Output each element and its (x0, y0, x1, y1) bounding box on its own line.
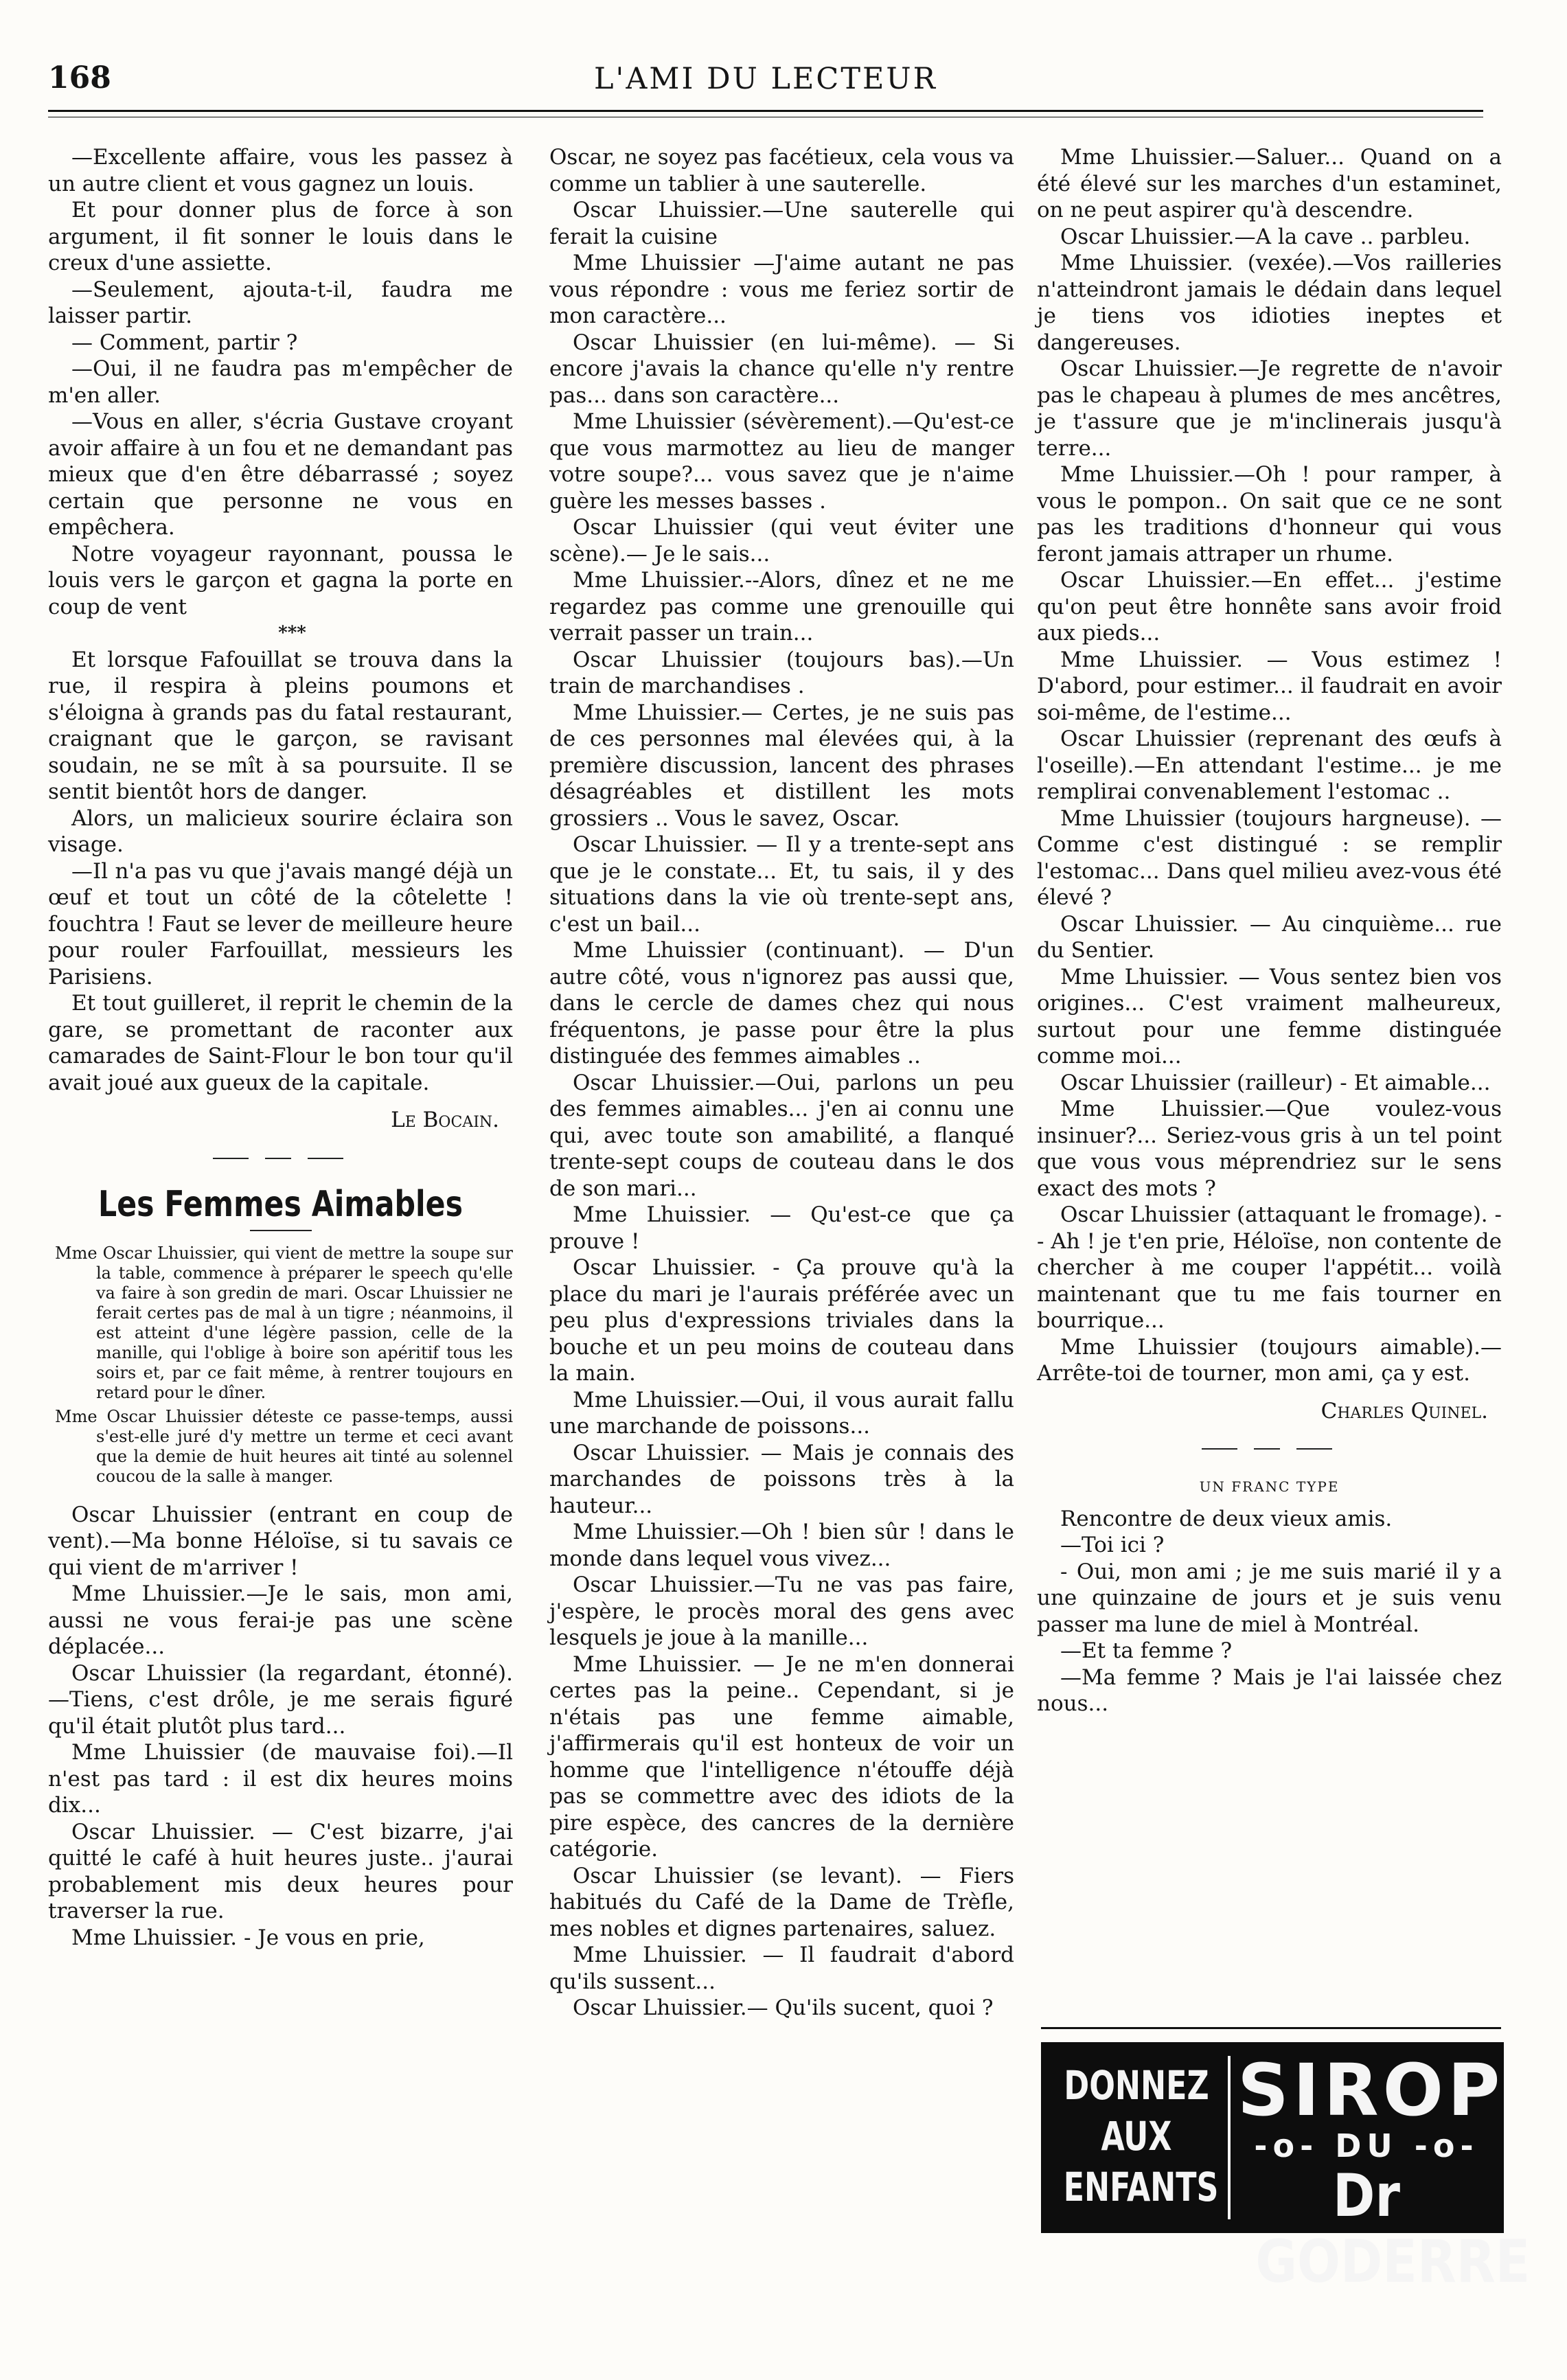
dialogue-line: Mme Lhuissier (sévèrement).—Qu'est-ce que vous marmottez au lieu de manger votre soupe?... vous savez que je n'aime guère les messes basses . (549, 409, 1014, 514)
dialogue-line: Mme Lhuissier.— Certes, je ne suis pas de ces personnes mal élevées qui, à la première discussion, lancent des phrases désagréables et distillent les mots grossiers .. Vous le savez, Oscar. (549, 700, 1014, 831)
dialogue-line: Mme Lhuissier.—Que voulez-vous insinuer?... Seriez-vous gris à un tel point que vous vous méprendriez sur le sens exact des mots ? (1037, 1097, 1502, 1201)
anecdote-title: UN FRANC TYPE (1199, 1478, 1340, 1495)
paragraph: Et lorsque Fafouillat se trouva dans la rue, il respira à pleins poumons et s'éloigna à grands pas du fatal restaurant, craignant que le garçon, se ravisant soudain, ne se mît à sa poursuite. Il se sentit bientôt hors de danger. (48, 647, 513, 804)
paragraph: - Oui, mon ami ; je me suis marié il y a une quinzaine de jours et je suis venu passer ma lune de miel à Montréal. (1037, 1559, 1502, 1637)
dialogue-line: Oscar Lhuissier.—En effet... j'estime qu'on peut être honnête sans avoir froid aux pieds... (1037, 568, 1502, 645)
dialogue-line: Mme Lhuissier. — Vous sentez bien vos origines... C'est vraiment malheureux, surtout pour une femme distinguée comme moi... (1037, 964, 1502, 1068)
dialogue-line: Mme Lhuissier. - Je vous en prie, (71, 1925, 425, 1950)
dialogue-line: Oscar Lhuissier.—Je regrette de n'avoir pas le chapeau à plumes de mes ancêtres, je t'assure que je m'inclinerais jusqu'à terre... (1037, 356, 1502, 461)
dialogue-line: Oscar Lhuissier. — Au cinquième... rue du Sentier. (1037, 911, 1502, 963)
advert-rule (1041, 2027, 1501, 2029)
dialogue-line: Oscar Lhuissier.—Tu ne vas pas faire, j'espère, le procès moral des gens avec lesquels je joue à la manille... (549, 1572, 1014, 1650)
dialogue-line: Oscar Lhuissier. — Il y a trente-sept ans que je le constate... Et, tu sais, il y des situations dans la vie où trente-sept ans, c'est un bail... (549, 832, 1014, 937)
paragraph: Rencontre de deux vieux amis. (1060, 1506, 1393, 1531)
dialogue-line: Mme Lhuissier.--Alors, dînez et ne me regardez pas comme une grenouille qui verrait passer un train... (549, 568, 1014, 645)
paragraph: Et tout guilleret, il reprit le chemin de la gare, se promettant de raconter aux camarades de Saint-Flour le bon tour qu'il avait joué aux gueux de la capitale. (48, 991, 513, 1095)
dialogue-line: Mme Lhuissier.—Oh ! pour ramper, à vous le pompon.. On sait que ce ne sont pas les traditions d'honneur qui vous feront jamais attraper un rhume. (1037, 462, 1502, 567)
advert-brand: SIROP (1237, 2048, 1505, 2132)
dialogue-line: Oscar Lhuissier. - Ça prouve qu'à la place du mari je l'aurais préférée avec un peu plus d'expressions triviales dans la bouche et un peu moins de couteau dans la main. (549, 1255, 1014, 1386)
paragraph: —Il n'a pas vu que j'avais mangé déjà un œuf et tout un côté de la côtelette ! fouchtra ! Faut se lever de meilleure heure pour rouler Farfouillat, messieurs les Parisiens. (48, 858, 513, 989)
dialogue-line: Mme Lhuissier. — Je ne m'en donnerai certes pas la peine.. Cependant, si je n'étais pas une femme aimable, j'affirmerais qu'il est honteux de voir un homme que l'intelligence n'étouffe déjà pas se commettre avec des idiots de la pire espèce, des cancres de la dernière catégorie. (549, 1651, 1014, 1862)
stage-note: Mme Oscar Lhuissier, qui vient de mettre la soupe sur la table, commence à préparer le speech qu'elle va faire à son gredin de mari. Oscar Lhuissier ne ferait certes pas de mal à un tigre ; néanmoins, il est atteint d'une légère passion, celle de la manille, qui l'oblige à boire son apéritif tous les soirs et, par ce fait même, à rentrer toujours en retard pour le dîner. (55, 1243, 513, 1402)
advert-word: ENFANTS (1063, 2164, 1219, 2210)
dialogue-line: Oscar Lhuissier (se levant). — Fiers habitués du Café de la Dame de Trèfle, mes nobles et dignes partenaires, saluez. (549, 1863, 1014, 1941)
dialogue-line: Mme Lhuissier (continuant). — D'un autre côté, vous n'ignorez pas aussi que, dans le cercle de dames chez qui nous fréquentons, je passe pour être la plus distinguée des femmes aimables .. (549, 938, 1014, 1068)
paragraph: — Comment, partir ? (71, 330, 298, 355)
dialogue-line: Oscar Lhuissier. — Mais je connais des marchandes de poissons très à la hauteur... (549, 1440, 1014, 1518)
dialogue-line: Oscar Lhuissier (toujours bas).—Un train de marchandises . (549, 647, 1014, 698)
dialogue-line: Mme Lhuissier —J'aime autant ne pas vous répondre : vous me feriez sortir de mon caractère... (549, 251, 1014, 328)
paragraph: —Ma femme ? Mais je l'ai laissée chez nous... (1037, 1664, 1502, 1716)
dialogue-line: Mme Lhuissier (toujours aimable).— Arrête-toi de tourner, mon ami, ça y est. (1037, 1334, 1502, 1386)
paragraph: Et pour donner plus de force à son argument, il fit sonner le louis dans le creux d'une assiette. (48, 198, 513, 275)
dialogue-line: Oscar Lhuissier (entrant en coup de vent).—Ma bonne Héloïse, si tu savais ce qui vient de m'arriver ! (48, 1502, 513, 1580)
dialogue-line: Oscar, ne soyez pas facétieux, cela vous va comme un tablier à une sauterelle. (549, 145, 1014, 196)
page-header (48, 33, 1483, 115)
dialogue-line: Mme Lhuissier. (vexée).—Vos railleries n'atteindront jamais le dédain dans lequel je tiens vos idioties ineptes et dangereuses. (1037, 251, 1502, 355)
advert-left-text (1051, 2060, 1222, 2215)
dialogue-line: Mme Lhuissier (toujours hargneuse). —Comme c'est distingué : se remplir l'estomac... Dans quel milieu avez-vous été élevé ? (1037, 805, 1502, 910)
paragraph: —Oui, il ne faudra pas m'empêcher de m'en aller. (48, 356, 513, 408)
dialogue-line: Mme Lhuissier.—Oh ! bien sûr ! dans le monde dans lequel vous vivez... (549, 1520, 1014, 1571)
title-rule (250, 1230, 312, 1231)
dialogue-line: Mme Lhuissier. — Qu'est-ce que ça prouve ! (549, 1202, 1014, 1254)
advert-word: AUX (1101, 2113, 1172, 2160)
advert-right-text (1237, 2048, 1531, 2296)
paragraph: —Et ta femme ? (1060, 1638, 1233, 1663)
journal-title: L'AMI DU LECTEUR (593, 62, 938, 96)
dialogue-line: Oscar Lhuissier. — C'est bizarre, j'ai quitté le café à huit heures juste.. j'aurai probablement mis deux heures pour traverser la rue. (48, 1819, 513, 1923)
column-2 (549, 144, 1014, 2022)
dialogue-line: Oscar Lhuissier (railleur) - Et aimable... (1060, 1070, 1491, 1095)
dialogue-line: Mme Lhuissier.—Je le sais, mon ami, aussi ne vous ferai-je pas une scène déplacée... (48, 1581, 513, 1659)
dialogue-line: Mme Lhuissier.—Saluer... Quand on a été élevé sur les marches d'un estaminet, on ne peut aspirer qu'à descendre. (1037, 145, 1502, 222)
dialogue-line: Mme Lhuissier.—Oui, il vous aurait fallu une marchande de poissons... (549, 1387, 1014, 1439)
sirop-advertisement (1041, 2042, 1531, 2296)
paragraph: —Seulement, ajouta-t-il, faudra me laisser partir. (48, 277, 513, 328)
dialogue-line: Oscar Lhuissier (reprenant des œufs à l'oseille).—En attendant l'estime... je me remplirai convenablement l'estomac .. (1037, 726, 1502, 804)
advert-maker: Dr GODERRE (1255, 2162, 1531, 2296)
author-signature: Le Bocain. (391, 1108, 499, 1132)
section-separator (1037, 1438, 1502, 1460)
author-signature: Charles Quinel. (1320, 1398, 1488, 1423)
dialogue-line: Oscar Lhuissier (attaquant le fromage). -- Ah ! je t'en prie, Héloïse, non contente de chercher à me couper l'appétit... voilà maintenant que tu me fais tourner en bourrique... (1037, 1202, 1502, 1333)
dialogue-line: Oscar Lhuissier (qui veut éviter une scène).— Je le sais... (549, 515, 1014, 567)
dialogue-line: Mme Lhuissier. — Vous estimez ! D'abord, pour estimer... il faudrait en avoir soi-même, de l'estime... (1037, 647, 1502, 725)
paragraph: —Vous en aller, s'écria Gustave croyant avoir affaire à un fou et ne demandant pas mieux que d'en être débarrassé ; soyez certain que personne ne vous en empêchera. (48, 409, 513, 540)
stage-note: Mme Oscar Lhuissier déteste ce passe-temps, aussi s'est-elle juré d'y mettre un terme et ceci avant que la demie de huit heures ait tinté au solennel coucou de la salle à manger. (55, 1406, 513, 1486)
column-3 (1037, 144, 1502, 1717)
dialogue-line: Mme Lhuissier. — Il faudrait d'abord qu'ils sussent... (549, 1943, 1014, 1994)
advert-word: DONNEZ (1064, 2062, 1209, 2109)
header-rule (48, 110, 1483, 112)
paragraph: Notre voyageur rayonnant, poussa le louis vers le garçon et gagna la porte en coup de vent (48, 541, 513, 619)
advert-connector: -o- DU -o- (1254, 2127, 1479, 2164)
page-number: 168 (48, 60, 111, 95)
paragraph: —Toi ici ? (1060, 1533, 1165, 1557)
paragraph: Alors, un malicieux sourire éclaira son visage. (48, 805, 513, 857)
dialogue-line: Oscar Lhuissier.—Une sauterelle qui ferait la cuisine (549, 198, 1014, 249)
dialogue-line: Mme Lhuissier (de mauvaise foi).—Il n'est pas tard : il est dix heures moins dix... (48, 1740, 513, 1818)
section-break-stars: *** (278, 623, 306, 643)
column-1 (48, 144, 513, 1951)
dialogue-line: Oscar Lhuissier.—A la cave .. parbleu. (1060, 224, 1471, 249)
dialogue-line: Oscar Lhuissier (en lui-même). — Si encore j'avais la chance qu'elle n'y rentre pas... dans son caractère... (549, 330, 1014, 408)
dialogue-line: Oscar Lhuissier.— Qu'ils sucent, quoi ? (573, 1995, 994, 2020)
advert-divider (1228, 2056, 1231, 2219)
dialogue-line: Oscar Lhuissier (la regardant, étonné). —Tiens, c'est drôle, je me serais figuré qu'il était plutôt plus tard... (48, 1660, 513, 1739)
section-title: Les Femmes Aimables (98, 1183, 463, 1225)
dialogue-line: Oscar Lhuissier.—Oui, parlons un peu des femmes aimables... j'en ai connu une qui, avec toute son amabilité, a flanqué trente-sept coups de couteau dans le dos de son mari... (549, 1070, 1014, 1201)
paragraph: —Excellente affaire, vous les passez à un autre client et vous gagnez un louis. (48, 145, 513, 196)
section-separator (48, 1147, 513, 1169)
